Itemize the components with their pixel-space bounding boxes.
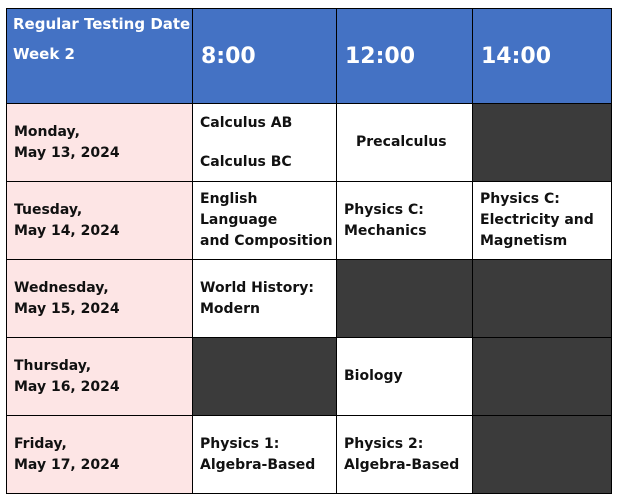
time-header-8: 8:00 [193,9,337,104]
empty-slot [473,338,612,416]
date-header-label: Regular Testing Date [13,15,191,33]
day-date: May 14, 2024 [14,222,120,239]
exam-name: Precalculus [356,134,447,150]
exam-cell [193,416,337,494]
time-header-14: 14:00 [473,9,612,104]
day-name: Monday, [14,123,80,140]
exam-name: Physics C: [480,191,560,207]
exam-cell [337,416,473,494]
empty-slot [337,260,473,338]
exam-name: Mechanics [344,222,427,239]
exam-name: Calculus BC [200,153,292,170]
day-cell [7,182,193,260]
day-date: May 16, 2024 [14,378,120,395]
day-cell [7,104,193,182]
time-header-12: 12:00 [337,9,473,104]
table-row [7,416,612,494]
exam-name: Biology [344,368,403,384]
exam-name: Electricity and [480,212,594,228]
table-row [7,260,612,338]
exam-cell [337,338,473,416]
exam-schedule-table [6,8,612,494]
exam-name: and Composition [200,233,333,249]
exam-name: Magnetism [480,233,568,249]
day-date: May 15, 2024 [14,300,120,317]
header-row [7,9,612,104]
day-cell [7,260,193,338]
exam-name: Algebra-Based [344,456,460,473]
exam-name: Physics 2: [344,435,424,452]
empty-slot [473,104,612,182]
day-cell [7,416,193,494]
exam-name: Physics 1: [200,435,280,452]
day-name: Thursday, [14,357,92,374]
day-date: May 13, 2024 [14,144,120,161]
exam-name: World History: [200,279,314,296]
table-row [7,182,612,260]
date-column-header [7,9,193,104]
exam-cell [193,260,337,338]
empty-slot [193,338,337,416]
empty-slot [473,260,612,338]
empty-slot [473,416,612,494]
exam-cell [193,104,337,182]
exam-name: Modern [200,300,260,317]
table-row [7,104,612,182]
week-label: Week 2 [13,45,75,63]
exam-name: Algebra-Based [200,456,316,473]
table-row [7,338,612,416]
day-name: Wednesday, [14,279,109,296]
day-cell [7,338,193,416]
day-name: Friday, [14,435,67,452]
exam-name: Physics C: [344,201,424,218]
exam-cell [337,182,473,260]
day-date: May 17, 2024 [14,456,120,473]
day-name: Tuesday, [14,201,83,218]
exam-cell [473,182,612,260]
exam-cell [337,104,473,182]
exam-name: Calculus AB [200,114,293,131]
exam-name: English Language [200,191,278,228]
exam-cell [193,182,337,260]
